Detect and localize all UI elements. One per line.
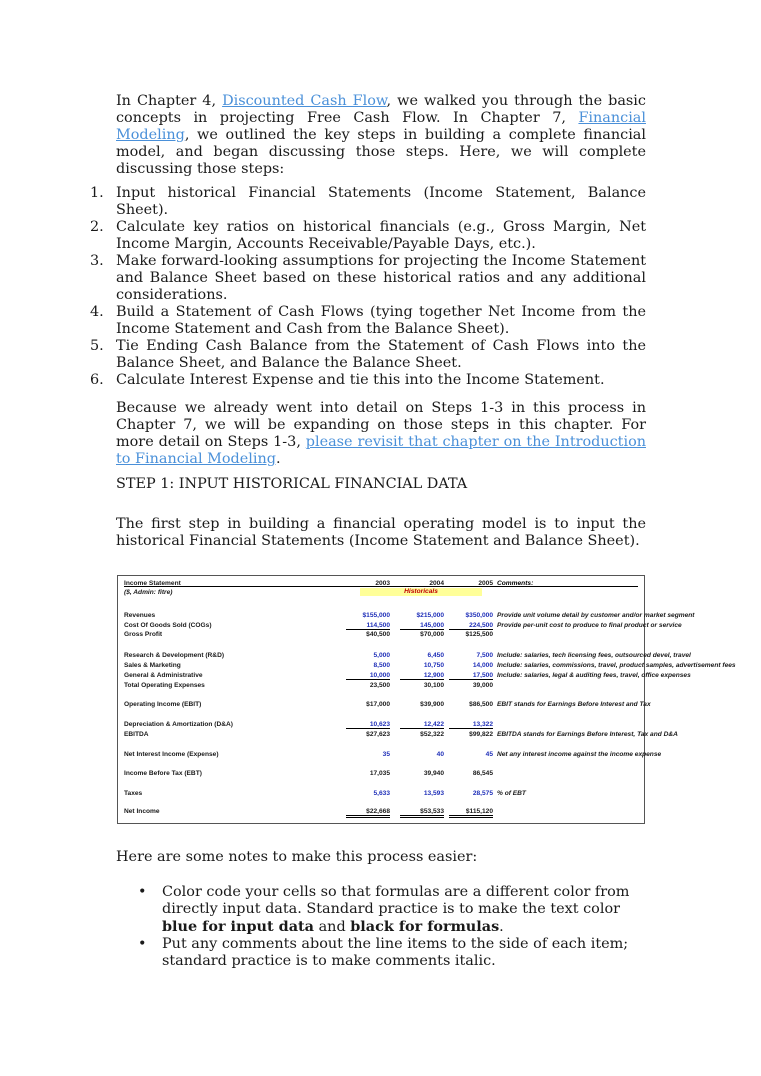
table-row bbox=[118, 701, 651, 709]
cell-value: $52,322 bbox=[420, 731, 444, 738]
cell-value: 6,450 bbox=[427, 652, 444, 659]
notes-list bbox=[138, 884, 646, 970]
detail-end: . bbox=[275, 451, 281, 467]
step-number: 6. bbox=[90, 372, 104, 388]
row-comment: Net any interest income against the income expense bbox=[497, 751, 662, 758]
row-label: Research & Development (R&D) bbox=[124, 652, 225, 659]
step-number: 2. bbox=[90, 219, 104, 235]
year-header: 2005 bbox=[478, 580, 493, 587]
cell-value: 8,500 bbox=[373, 662, 390, 669]
step-text: Input historical Financial Statements (Income Statement, Balance Sheet). bbox=[116, 185, 646, 218]
step-text: Tie Ending Cash Balance from the Statement of Cash Flows into the Balance Sheet, and Balance the Balance Sheet. bbox=[116, 338, 646, 371]
table-row bbox=[118, 751, 662, 759]
cell-value: 17,035 bbox=[369, 770, 390, 777]
row-label: Operating Income (EBIT) bbox=[124, 701, 202, 708]
cell-value: $70,000 bbox=[420, 631, 444, 638]
table-row bbox=[118, 652, 691, 660]
cell-value: 30,100 bbox=[423, 682, 444, 689]
list-item bbox=[138, 936, 646, 970]
table-row bbox=[118, 622, 682, 630]
cell-value: 114,500 bbox=[346, 622, 390, 630]
row-label: General & Administrative bbox=[124, 672, 203, 679]
cell-value: $86,500 bbox=[469, 701, 493, 708]
cell-value: 28,575 bbox=[472, 790, 493, 797]
cell-value: 10,000 bbox=[346, 672, 390, 680]
row-label: Revenues bbox=[124, 612, 156, 619]
row-label: EBITDA bbox=[124, 731, 149, 738]
historicals-label: Historicals bbox=[360, 588, 482, 596]
bullet-icon: • bbox=[138, 936, 147, 952]
cell-value: 13,593 bbox=[423, 790, 444, 797]
sheet-title: Income Statement bbox=[124, 580, 181, 587]
year-header: 2003 bbox=[375, 580, 390, 587]
cell-value: $40,500 bbox=[366, 631, 390, 638]
row-label: Net Income bbox=[124, 808, 160, 815]
list-item bbox=[90, 253, 646, 304]
cell-value: $125,500 bbox=[465, 631, 493, 638]
step-text: Make forward-looking assumptions for projecting the Income Statement and Balance Sheet based on these historical ratios and any additional considerations. bbox=[116, 253, 646, 303]
cell-value: 39,940 bbox=[423, 770, 444, 777]
table-row bbox=[118, 731, 678, 739]
table-row bbox=[118, 662, 736, 670]
detail-text: Because we already went into detail on Steps 1-3 in this process in Chapter 7, we will be expanding on those steps in this chapter. For more detail on Steps 1-3, bbox=[116, 400, 646, 450]
cell-value: 12,900 bbox=[400, 672, 444, 680]
table-row bbox=[118, 631, 644, 639]
cell-value: 23,500 bbox=[369, 682, 390, 689]
intro-text-1: In Chapter 4, bbox=[116, 93, 217, 109]
cell-value: 145,000 bbox=[400, 622, 444, 630]
bullet-text: Put any comments about the line items to the side of each item; standard practice is to make comments italic. bbox=[162, 936, 629, 969]
step-text: Calculate Interest Expense and tie this into the Income Statement. bbox=[116, 372, 605, 388]
cell-value: $17,000 bbox=[366, 701, 390, 708]
cell-value: 224,500 bbox=[449, 622, 493, 630]
row-label: Sales & Marketing bbox=[124, 662, 181, 669]
list-item bbox=[90, 372, 646, 389]
step-text: Calculate key ratios on historical financials (e.g., Gross Margin, Net Income Margin, Accounts Receivable/Payable Days, etc.). bbox=[116, 219, 646, 252]
step-text: Build a Statement of Cash Flows (tying together Net Income from the Income Statement and Cash from the Balance Sheet). bbox=[116, 304, 646, 337]
step-number: 1. bbox=[90, 185, 104, 201]
intro-text-2: , we walked you through the basic concepts in projecting Free Cash Flow. In Chapter 7, bbox=[116, 93, 646, 126]
section-heading: STEP 1: INPUT HISTORICAL FINANCIAL DATA bbox=[116, 476, 468, 492]
bullet-text: Color code your cells so that formulas are a different color from directly input data. Standard practice is to make the text color bbox=[162, 884, 630, 917]
header-divider bbox=[124, 586, 638, 587]
table-row bbox=[118, 808, 644, 816]
intro-text-3: , we outlined the key steps in building a complete financial model, and began discussing those steps. Here, we will complete discussing those steps: bbox=[116, 127, 646, 177]
link-discounted-cash-flow[interactable]: Discounted Cash Flow bbox=[222, 93, 387, 109]
link-revisit-chapter[interactable]: please revisit that chapter on the Introduction to Financial Modeling bbox=[116, 434, 646, 467]
step1-paragraph: The first step in building a financial operating model is to input the historical Financial Statements (Income Statement and Balance Sheet). bbox=[116, 516, 646, 549]
row-comment: Provide unit volume detail by customer and/or market segment bbox=[497, 612, 695, 619]
income-statement-figure bbox=[117, 575, 736, 824]
row-comment: Include: salaries, legal & auditing fees, travel, office expenses bbox=[497, 672, 691, 679]
row-comment: Include: salaries, commissions, travel, product samples, advertisement fees bbox=[497, 662, 736, 669]
step-number: 3. bbox=[90, 253, 104, 269]
list-item bbox=[90, 304, 646, 338]
cell-value: $22,668 bbox=[346, 808, 390, 818]
table-row bbox=[118, 672, 691, 680]
row-label: Total Operating Expenses bbox=[124, 682, 205, 689]
cell-value: 5,633 bbox=[373, 790, 390, 797]
row-comment: EBITDA stands for Earnings Before Interest, Tax and D&A bbox=[497, 731, 678, 738]
bullet-bold-2: black for formulas bbox=[350, 918, 500, 935]
intro-paragraph bbox=[116, 93, 646, 178]
cell-value: 14,000 bbox=[472, 662, 493, 669]
table-row bbox=[118, 682, 644, 690]
cell-value: 86,545 bbox=[472, 770, 493, 777]
table-row bbox=[118, 721, 644, 729]
row-comment: Include: salaries, tech licensing fees, outsourced devel, travel bbox=[497, 652, 691, 659]
bullet-text-mid: and bbox=[314, 919, 351, 935]
cell-value: $39,900 bbox=[420, 701, 444, 708]
row-label: Gross Profit bbox=[124, 631, 163, 638]
step-number: 5. bbox=[90, 338, 104, 354]
list-item bbox=[90, 219, 646, 253]
bullet-bold-1: blue for input data bbox=[162, 918, 315, 935]
steps-list bbox=[90, 185, 646, 389]
step-number: 4. bbox=[90, 304, 104, 320]
bullet-icon: • bbox=[138, 884, 147, 900]
year-header: 2004 bbox=[429, 580, 444, 587]
cell-value: 17,500 bbox=[449, 672, 493, 680]
cell-value: 10,750 bbox=[423, 662, 444, 669]
cell-value: $215,000 bbox=[416, 612, 444, 619]
row-label: Depreciation & Amortization (D&A) bbox=[124, 721, 233, 728]
row-comment: Provide per-unit cost to produce to final product or service bbox=[497, 622, 682, 629]
cell-value: 12,422 bbox=[400, 721, 444, 729]
sheet-subtitle: ($, Admin: fitre) bbox=[124, 589, 173, 596]
table-row bbox=[118, 790, 644, 798]
cell-value: 5,000 bbox=[373, 652, 390, 659]
bullet-end: . bbox=[499, 919, 504, 935]
cell-value: 45 bbox=[485, 751, 493, 758]
cell-value: 10,623 bbox=[346, 721, 390, 729]
cell-value: 35 bbox=[382, 751, 390, 758]
list-item bbox=[90, 338, 646, 372]
cell-value: 7,500 bbox=[476, 652, 493, 659]
cell-value: 39,000 bbox=[472, 682, 493, 689]
row-label: Cost Of Goods Sold (COGs) bbox=[124, 622, 212, 629]
cell-value: $53,533 bbox=[400, 808, 444, 818]
cell-value: $99,822 bbox=[469, 731, 493, 738]
cell-value: $27,623 bbox=[366, 731, 390, 738]
row-comment: EBIT stands for Earnings Before Interest and Tax bbox=[497, 701, 651, 708]
row-label: Net Interest Income (Expense) bbox=[124, 751, 219, 758]
detail-paragraph bbox=[116, 400, 646, 468]
notes-intro: Here are some notes to make this process easier: bbox=[116, 849, 478, 865]
table-row bbox=[118, 770, 644, 778]
cell-value: $155,000 bbox=[362, 612, 390, 619]
row-comment: % of EBT bbox=[497, 790, 526, 797]
table-row bbox=[118, 612, 695, 620]
cell-value: 40 bbox=[436, 751, 444, 758]
comments-header: Comments: bbox=[497, 580, 534, 587]
cell-value: 13,322 bbox=[449, 721, 493, 729]
cell-value: $115,120 bbox=[449, 808, 493, 818]
link-financial-modeling[interactable]: Financial Modeling bbox=[116, 110, 646, 143]
list-item bbox=[90, 185, 646, 219]
list-item bbox=[138, 884, 646, 936]
row-label: Income Before Tax (EBT) bbox=[124, 770, 202, 777]
cell-value: $350,000 bbox=[465, 612, 493, 619]
row-label: Taxes bbox=[124, 790, 143, 797]
